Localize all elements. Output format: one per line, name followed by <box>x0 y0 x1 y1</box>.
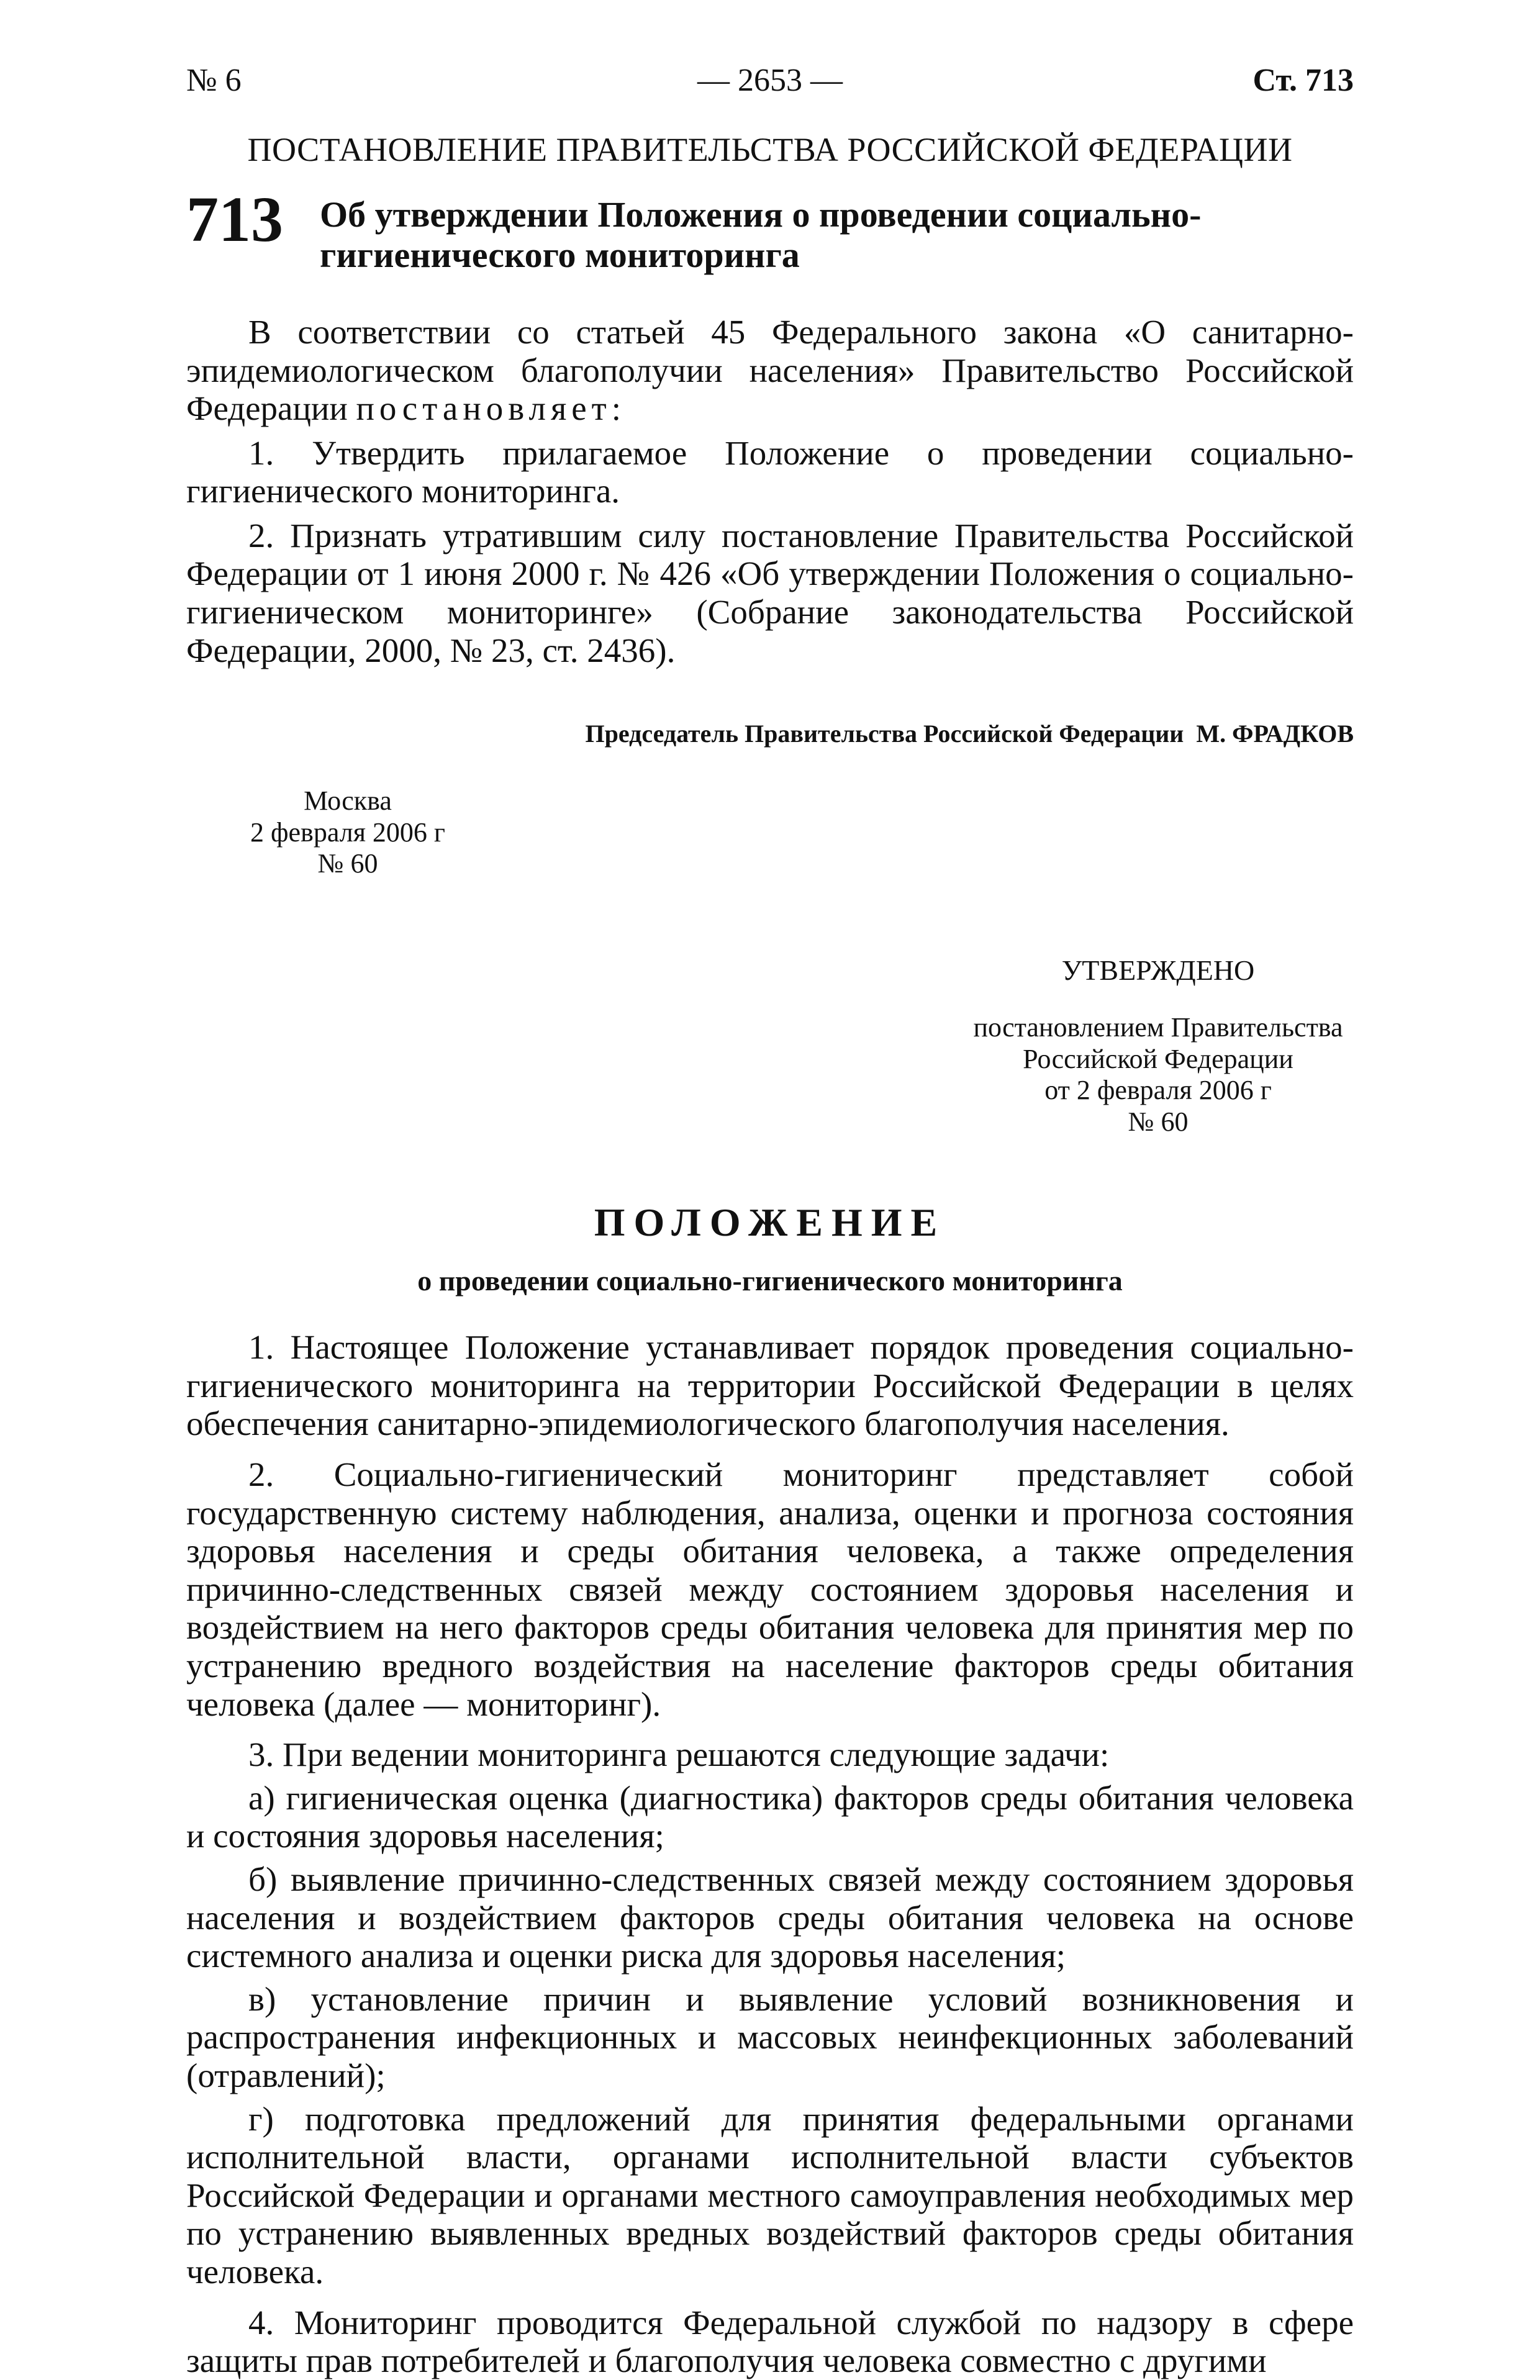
article-number: Ст. 713 <box>1252 63 1354 98</box>
regulation-task-b: б) выявление причинно-следственных связей между состоянием здоровья населения и воздействием факторов среды обитания человека на основе системного анализа и оценки риска для здоровья населения; <box>186 1860 1354 1975</box>
approved-line-4: № 60 <box>1128 1106 1189 1137</box>
decree-title: Об утверждении Положения о проведении социально-гигиенического мониторинга <box>320 194 1202 275</box>
preamble-decides: постановляет: <box>356 389 626 428</box>
approved-label: УТВЕРЖДЕНО <box>1061 954 1255 987</box>
signature-line <box>186 719 1354 748</box>
approved-line-3: от 2 февраля 2006 г <box>1044 1075 1272 1106</box>
place-date: 2 февраля 2006 г <box>250 817 445 848</box>
document-page <box>186 62 1354 2380</box>
signature-name: М. ФРАДКОВ <box>1196 720 1354 748</box>
approved-line-2: Российской Федерации <box>1023 1043 1293 1074</box>
regulation-paragraph-4: 4. Мониторинг проводится Федеральной службой по надзору в сфере защиты прав потребителей и благополучия человека совместно с другими <box>186 2303 1354 2380</box>
regulation-paragraph-3: 3. При ведении мониторинга решаются следующие задачи: <box>248 1735 1110 1774</box>
preamble <box>186 313 1354 428</box>
regulation-subtitle: о проведении социально-гигиенического мониторинга <box>417 1265 1123 1297</box>
approved-line-1: постановлением Правительства <box>973 1011 1343 1043</box>
decree-item-1: 1. Утвердить прилагаемое Положение о проведении социально-гигиенического мониторинга. <box>186 433 1354 510</box>
approved-block <box>962 954 1354 1138</box>
decree-heading <box>186 184 1354 276</box>
resolution-heading: ПОСТАНОВЛЕНИЕ ПРАВИТЕЛЬСТВА РОССИЙСКОЙ ФЕДЕРАЦИИ <box>247 131 1293 168</box>
regulation-title: ПОЛОЖЕНИЕ <box>594 1200 946 1245</box>
place-number: № 60 <box>317 848 378 879</box>
regulation-paragraph-2: 2. Социально-гигиенический мониторинг представляет собой государственную систему наблюдения, анализа, оценки и прогноза состояния здоровья населения и среды обитания человека, а также определения причинно-следственных связей между состоянием здоровья населения и воздействием на него факторов среды обитания человека для принятия мер по устранению вредного воздействия на население факторов среды обитания человека (далее — мониторинг). <box>186 1455 1354 1723</box>
regulation-task-a: а) гигиеническая оценка (диагностика) факторов среды обитания человека и состояния здоровья населения; <box>186 1778 1354 1855</box>
issue-number: № 6 <box>186 63 242 98</box>
preamble-text: В соответствии со статьей 45 Федерального закона «О санитарно-эпидемиологическом благополучии населения» Правительство Российской Федерации <box>186 312 1354 428</box>
signature-position: Председатель Правительства Российской Федерации <box>585 720 1184 748</box>
place-city: Москва <box>304 785 392 817</box>
decree-item-2: 2. Признать утратившим силу постановление Правительства Российской Федерации от 1 июня 2000 г. № 426 «Об утверждении Положения о социально-гигиеническом мониторинге» (Собрание законодательства Российской Федерации, 2000, № 23, ст. 2436). <box>186 516 1354 669</box>
page-number: — 2653 — <box>697 63 843 98</box>
regulation-paragraph-1: 1. Настоящее Положение устанавливает порядок проведения социально-гигиенического мониторинга на территории Российской Федерации в целях обеспечения санитарно-эпидемиологического благополучия населения. <box>186 1328 1354 1443</box>
page-header <box>186 62 1354 112</box>
regulation-task-c: в) установление причин и выявление условий возникновения и распространения инфекционных и массовых неинфекционных заболеваний (отравлений); <box>186 1980 1354 2094</box>
regulation-task-d: г) подготовка предложений для принятия федеральными органами исполнительной власти, органами исполнительной власти субъектов Российской Федерации и органами местного самоуправления необходимых мер по устранению выявленных вредных воздействий факторов среды обитания человека. <box>186 2099 1354 2291</box>
decree-number: 713 <box>186 184 283 255</box>
place-date-block <box>186 785 509 880</box>
